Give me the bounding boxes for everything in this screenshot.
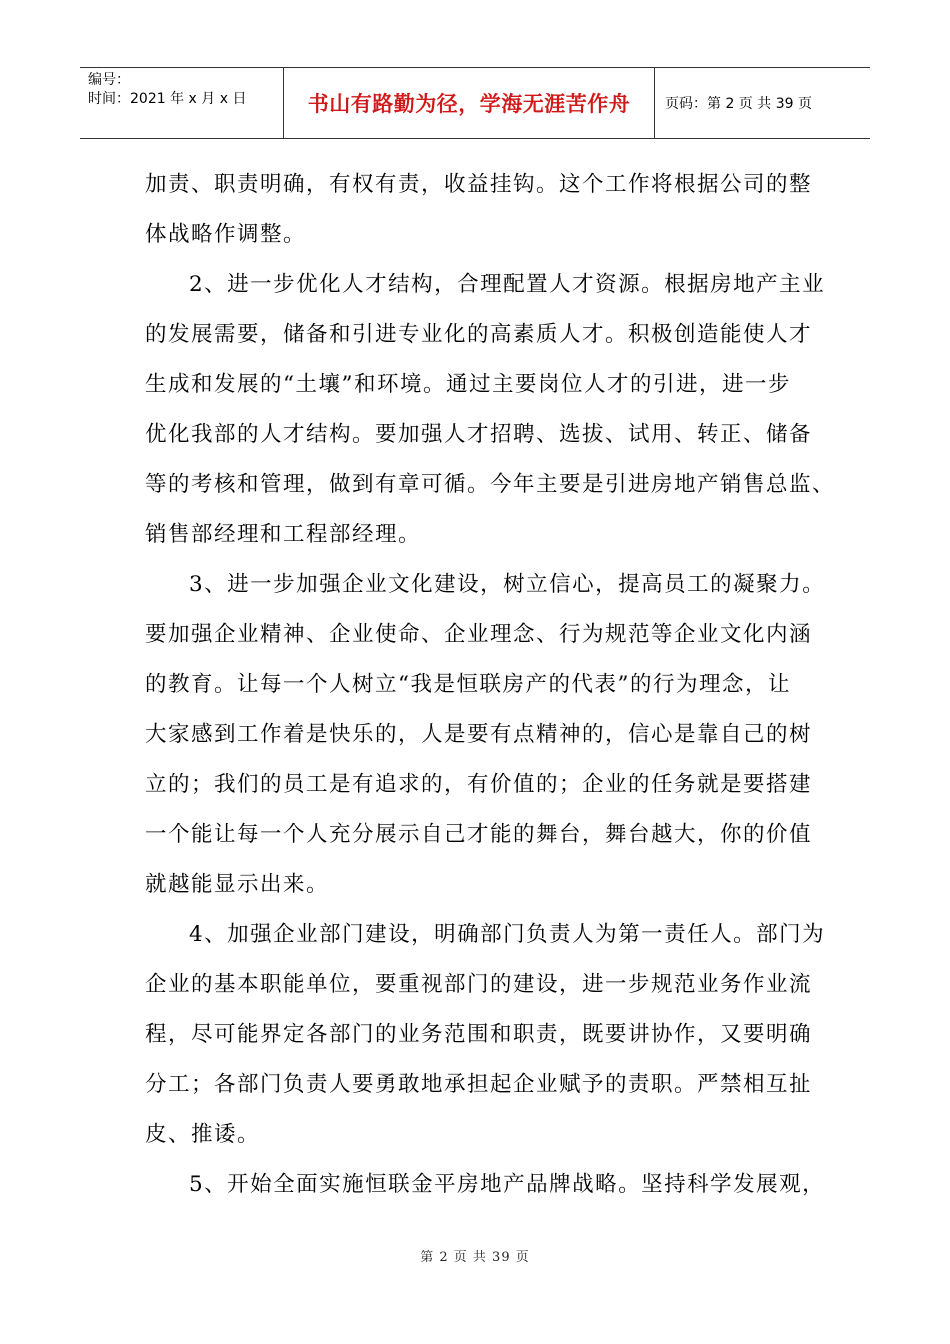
document-number-label: 编号： — [88, 72, 130, 88]
body-line: 皮、推诿。 — [145, 1122, 261, 1147]
body-line: 4、加强企业部门建设，明确部门负责人为第一责任人。部门为 — [189, 922, 826, 947]
body-line: 5、开始全面实施恒联金平房地产品牌战略。坚持科学发展观， — [189, 1172, 826, 1197]
page-footer: 第 2 页 共 39 页 — [420, 1250, 530, 1265]
body-line: 加责、职责明确，有权有责，收益挂钩。这个工作将根据公司的整 — [145, 172, 813, 197]
body-line: 立的；我们的员工是有追求的，有价值的；企业的任务就是要搭建 — [145, 772, 813, 797]
header-page-info: 页码：第 2 页 共 39 页 — [665, 96, 812, 112]
body-line: 等的考核和管理，做到有章可循。今年主要是引进房地产销售总监、 — [145, 472, 836, 497]
document-body — [145, 160, 836, 1210]
body-line: 的发展需要，储备和引进专业化的高素质人才。积极创造能使人才 — [145, 322, 813, 347]
body-line: 体战略作调整。 — [145, 222, 307, 247]
header-page-info-cell — [655, 68, 870, 138]
body-line: 大家感到工作着是快乐的，人是要有点精神的，信心是靠自己的树 — [145, 722, 813, 747]
body-line: 一个能让每一个人充分展示自己才能的舞台，舞台越大，你的价值 — [145, 822, 813, 847]
body-line: 程，尽可能界定各部门的业务范围和职责，既要讲协作，又要明确 — [145, 1022, 813, 1047]
body-line: 分工；各部门负责人要勇敢地承担起企业赋予的责职。严禁相互扯 — [145, 1072, 813, 1097]
body-line: 要加强企业精神、企业使命、企业理念、行为规范等企业文化内涵 — [145, 622, 813, 647]
body-line: 企业的基本职能单位，要重视部门的建设，进一步规范业务作业流 — [145, 972, 813, 997]
page-header — [80, 67, 870, 139]
header-meta — [80, 68, 283, 138]
body-line: 3、进一步加强企业文化建设，树立信心，提高员工的凝聚力。 — [189, 572, 826, 597]
header-motto: 书山有路勤为径，学海无涯苦作舟 — [307, 92, 631, 116]
body-line: 的教育。让每一个人树立“我是恒联房产的代表”的行为理念，让 — [145, 672, 791, 697]
body-line: 销售部经理和工程部经理。 — [145, 522, 422, 547]
body-line: 优化我部的人才结构。要加强人才招聘、选拔、试用、转正、储备 — [145, 422, 813, 447]
document-date: 时间：2021 年 x 月 x 日 — [88, 91, 247, 107]
header-motto-cell — [283, 68, 655, 138]
body-line: 2、进一步优化人才结构，合理配置人才资源。根据房地产主业 — [189, 272, 826, 297]
body-line: 生成和发展的“土壤”和环境。通过主要岗位人才的引进，进一步 — [145, 372, 791, 397]
body-line: 就越能显示出来。 — [145, 872, 330, 897]
